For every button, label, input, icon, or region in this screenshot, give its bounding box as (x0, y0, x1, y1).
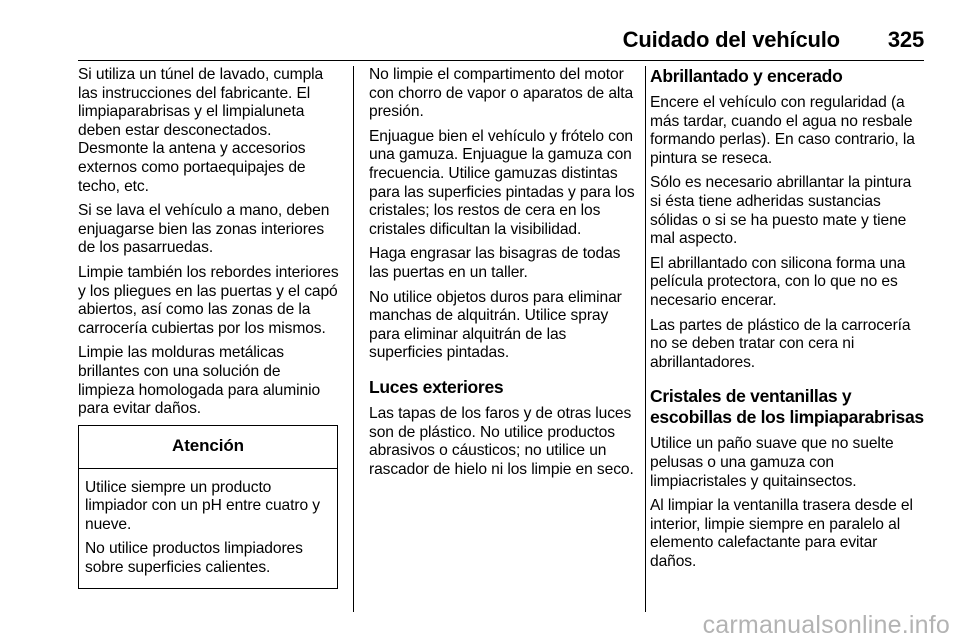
body-paragraph: Limpie también los rebordes interiores y los pliegues en las puertas y el capó abiertos, así como las zonas de la carrocería cubiertas por los mismos. (78, 263, 339, 337)
column-divider-1 (353, 66, 354, 612)
warning-title: Atención (79, 426, 337, 469)
section-heading-exterior-lights: Luces exteriores (369, 376, 504, 397)
column-divider-2 (645, 66, 646, 612)
column-3 (650, 66, 926, 577)
page-header (78, 20, 924, 61)
body-paragraph: Encere el vehículo con regularidad (a más tardar, cuando el agua no resbale formando perlas). En caso contrario, la pintura se reseca. (650, 94, 915, 167)
body-paragraph: Haga engrasar las bisagras de todas las puertas en un taller. (369, 245, 621, 281)
section-heading-windows-wipers: Cristales de ventanillas y escobillas de los limpiaparabrisas (650, 386, 924, 428)
body-paragraph: Si utiliza un túnel de lavado, cumpla las instrucciones del fabricante. El limpiaparabrisas y el limpialuneta deben estar desconectados. Desmonte la antena y accesorios externos como portaequipajes de techo, etc. (78, 66, 324, 195)
body-paragraph: Las tapas de los faros y de otras luces son de plástico. No utilice productos abrasivos o cáusticos; no utilice un rascador de hielo ni los limpie en seco. (369, 404, 634, 478)
body-paragraph: El abrillantado con silicona forma una película protectora, con lo que no es necesario encerar. (650, 254, 906, 309)
warning-box (78, 425, 338, 589)
section-heading-polishing: Abrillantado y encerado (650, 66, 843, 86)
warning-paragraph: No utilice productos limpiadores sobre superficies calientes. (85, 540, 303, 577)
body-paragraph: Utilice un paño suave que no suelte pelusas o una gamuza con limpiacristales y quitainsectos. (650, 435, 894, 490)
warning-body (79, 469, 337, 588)
body-paragraph: No utilice objetos duros para eliminar manchas de alquitrán. Utilice spray para eliminar alquitrán de las superficies pintadas. (369, 288, 622, 362)
page-number: 325 (887, 27, 924, 52)
watermark: carmanualsonline.info (702, 611, 950, 639)
body-paragraph: No limpie el compartimento del motor con chorro de vapor o aparatos de alta presión. (369, 66, 634, 121)
body-paragraph: Enjuague bien el vehículo y frótelo con una gamuza. Enjuague la gamuza con frecuencia. Utilice gamuzas distintas para las superficies pintadas y para los cristales; los restos de cera en los cristales dificultan la visibilidad. (369, 127, 635, 238)
body-paragraph: Al limpiar la ventanilla trasera desde el interior, limpie siempre en paralelo al elemento calefactante para evitar daños. (650, 497, 913, 570)
body-paragraph: Limpie las molduras metálicas brillantes con una solución de limpieza homologada para aluminio para evitar daños. (78, 344, 321, 418)
warning-paragraph: Utilice siempre un producto limpiador con un pH entre cuatro y nueve. (85, 478, 320, 533)
body-paragraph: Las partes de plástico de la carrocería no se deben tratar con cera ni abrillantadores. (650, 316, 911, 371)
column-2 (369, 66, 635, 485)
page-title: Cuidado del vehículo (622, 27, 840, 52)
body-paragraph: Sólo es necesario abrillantar la pintura si ésta tiene adheridas sustancias sólidas o si se ha puesto mate y tiene mal aspecto. (650, 174, 912, 248)
column-1 (78, 66, 340, 589)
body-paragraph: Si se lava el vehículo a mano, deben enjuagarse bien las zonas interiores de los pasarruedas. (78, 202, 330, 257)
